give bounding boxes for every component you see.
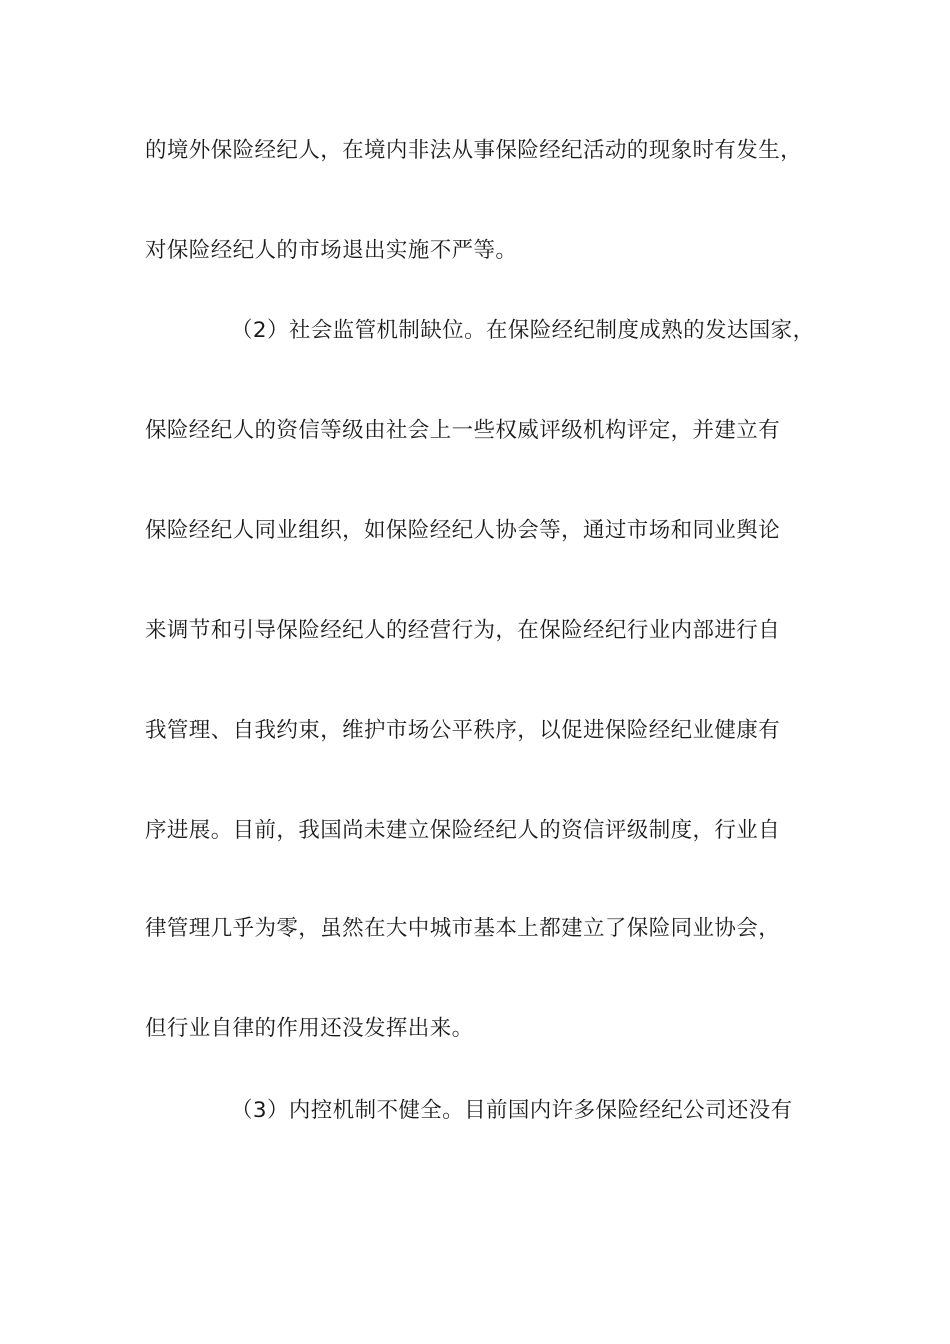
- text-line: 律管理几乎为零，虽然在大中城市基本上都建立了保险同业协会，: [145, 916, 781, 941]
- text-line: 保险经纪人的资信等级由社会上一些权威评级机构评定，并建立有: [145, 418, 781, 443]
- text-line: 但行业自律的作用还没发挥出来。: [145, 1016, 474, 1041]
- text-line: 对保险经纪人的市场退出实施不严等。: [145, 238, 518, 263]
- paragraph-3-heading: （3）内控机制不健全。目前国内许多保险经纪公司还没有: [231, 1098, 793, 1123]
- text-line: 保险经纪人同业组织，如保险经纪人协会等，通过市场和同业舆论: [145, 518, 781, 543]
- text-line: 来调节和引导保险经纪人的经营行为，在保险经纪行业内部进行自: [145, 618, 781, 643]
- paragraph-2-heading: （2）社会监管机制缺位。在保险经纪制度成熟的发达国家，: [231, 318, 815, 343]
- text-line: 序进展。目前，我国尚未建立保险经纪人的资信评级制度，行业自: [145, 818, 781, 843]
- text-line: 我管理、自我约束，维护市场公平秩序，以促进保险经纪业健康有: [145, 718, 781, 743]
- text-line: 的境外保险经纪人，在境内非法从事保险经纪活动的现象时有发生，: [145, 138, 803, 163]
